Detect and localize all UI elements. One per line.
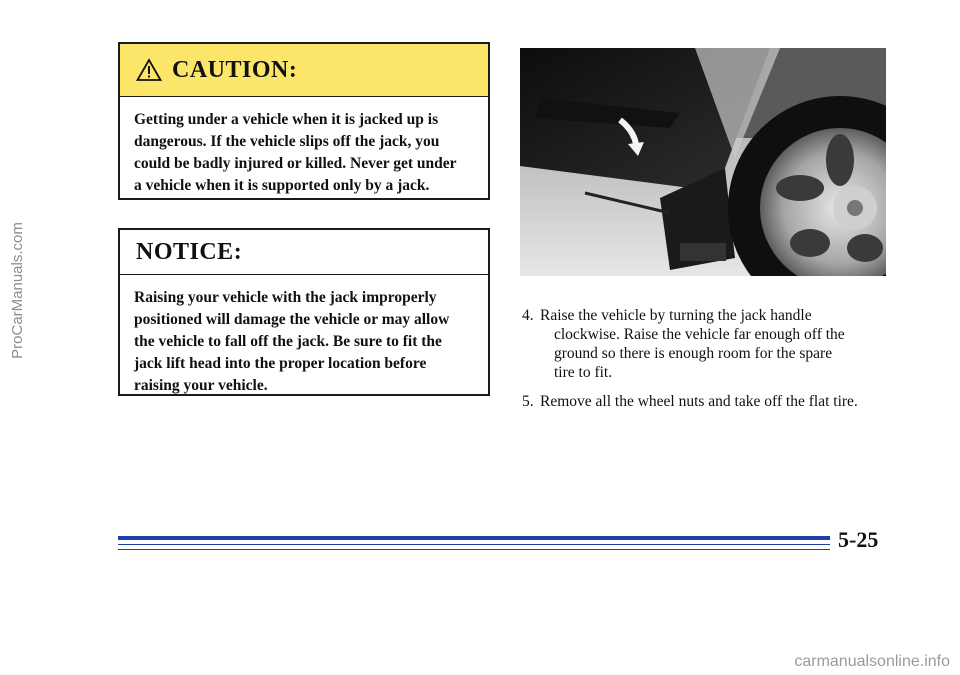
notice-box <box>118 228 490 396</box>
step-line: Remove all the wheel nuts and take off the flat tire. <box>540 393 858 410</box>
caution-line: Getting under a vehicle when it is jacked up is <box>134 111 439 128</box>
notice-line: the vehicle to fall off the jack. Be sure to fit the <box>134 333 442 350</box>
footer-rule <box>118 549 830 550</box>
caution-line: dangerous. If the vehicle slips off the jack, you <box>134 133 440 150</box>
footer-rule <box>118 536 830 540</box>
side-watermark-text: ProCarManuals.com <box>8 221 26 359</box>
step-text <box>540 306 902 382</box>
step-item <box>522 392 902 411</box>
step-number: 5. <box>522 393 534 410</box>
page-number: 5-25 <box>838 527 879 552</box>
warning-triangle-icon <box>136 58 162 82</box>
bottom-watermark: carmanualsonline.info <box>794 653 950 670</box>
caution-box <box>118 42 490 200</box>
instruction-steps <box>522 306 902 421</box>
caution-line: could be badly injured or killed. Never get under <box>134 155 457 172</box>
notice-title: NOTICE: <box>136 238 243 265</box>
notice-header <box>120 230 488 275</box>
step-line: ground so there is enough room for the spare <box>554 345 833 362</box>
jack-photo-illustration <box>520 48 886 276</box>
notice-line: jack lift head into the proper location before <box>134 355 427 372</box>
notice-text <box>120 275 488 397</box>
step-line: clockwise. Raise the vehicle far enough off the <box>554 326 845 343</box>
step-line: tire to fit. <box>554 364 613 381</box>
step-line: Raise the vehicle by turning the jack handle <box>540 307 812 324</box>
jack-photo <box>520 48 886 276</box>
side-watermark <box>2 190 32 390</box>
step-text <box>540 392 902 411</box>
notice-line: positioned will damage the vehicle or may allow <box>134 311 450 328</box>
step-number: 4. <box>522 307 534 324</box>
caution-title: CAUTION: <box>172 56 298 83</box>
step-item <box>522 306 902 382</box>
notice-line: raising your vehicle. <box>134 377 268 394</box>
notice-line: Raising your vehicle with the jack improperly <box>134 289 437 306</box>
caution-header <box>120 44 488 97</box>
caution-text <box>120 97 488 197</box>
footer-rule <box>118 544 830 545</box>
caution-line: a vehicle when it is supported only by a jack. <box>134 177 430 194</box>
